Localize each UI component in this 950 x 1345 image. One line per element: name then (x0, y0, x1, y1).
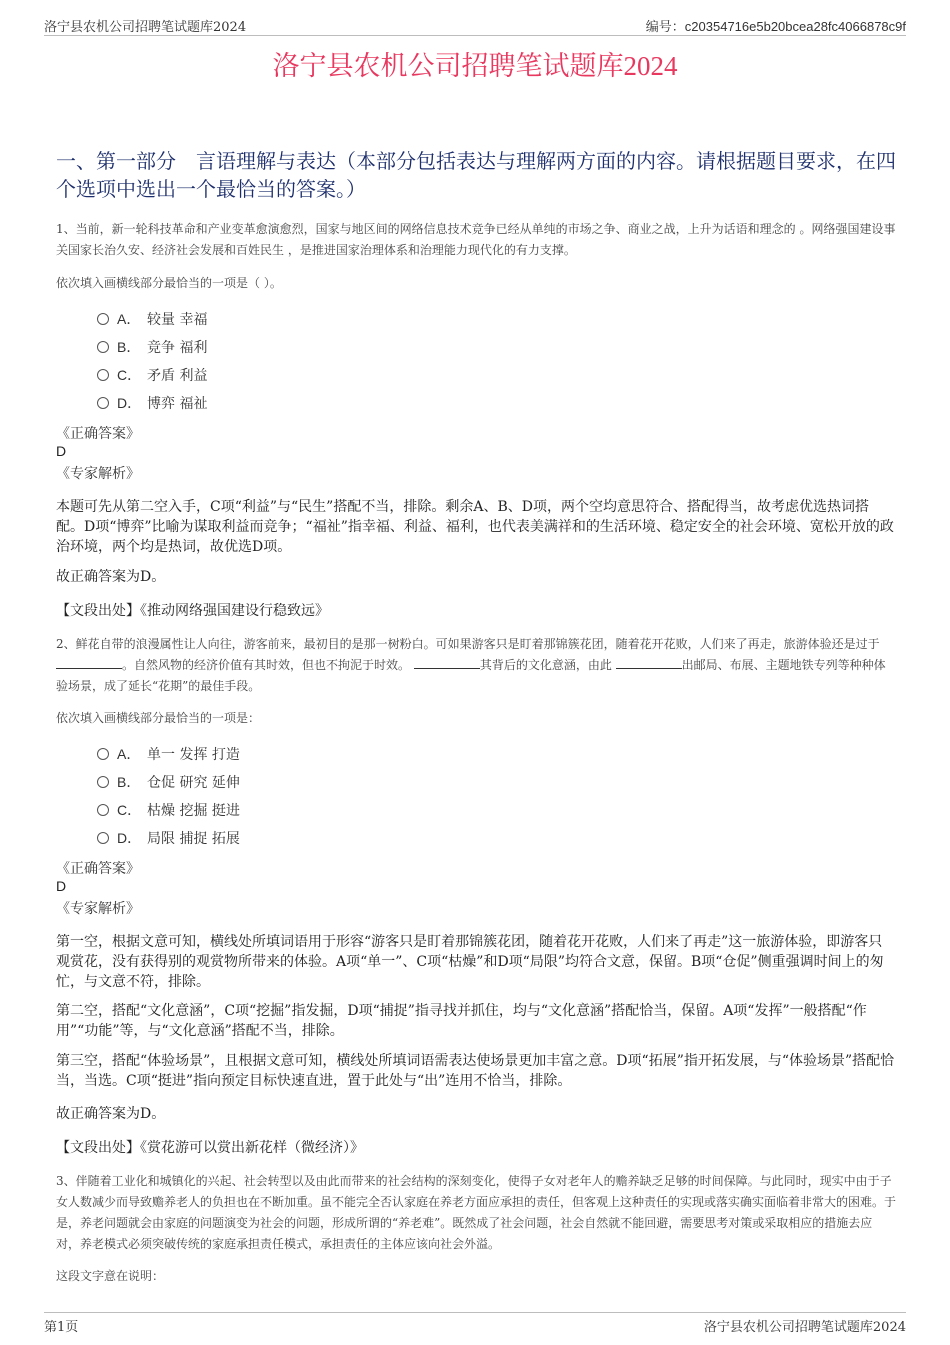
q2-option-a[interactable]: A． 单一 发挥 打造 (97, 744, 240, 764)
blank-line (616, 657, 682, 669)
q2-answer: D (56, 878, 67, 894)
q1-analysis-label: 《专家解析》 (56, 466, 140, 482)
radio-icon[interactable] (97, 776, 109, 788)
page-footer (44, 1312, 906, 1334)
question-1-prompt: 依次填入画横线部分最恰当的一项是（ ）。 (56, 276, 282, 290)
question-3-text: 3、伴随着工业化和城镇化的兴起、社会转型以及由此而带来的社会结构的深刻变化，使得子女对老年人的赡养缺乏足够的时间保障。与此同时，现实中由于子女人数减少而导致赡养老人的负担也在不断加重。虽不能完全否认家庭在养老方面应承担的责任，但客观上这种责任的实现或落实确实面临着非常大的困难。于是，养老问题就会由家庭的问题演变为社会的问题，形成所谓的“养老难”。既然成了社会问题，社会自然就不能回避，需要思考对策或采取相应的措施去应对，养老模式必须突破传统的家庭承担责任模式，承担责任的主体应该向社会外溢。 (56, 1174, 897, 1251)
q1-option-d[interactable]: D． 博弈 福祉 (97, 393, 207, 413)
radio-icon[interactable] (97, 748, 109, 760)
q2-analysis-1: 第一空，根据文意可知，横线处所填词语用于形容“游客只是盯着那锦簇花团，随着花开花败，人们来了再走”这一旅游体验，即游客只观赏花，没有获得别的观赏物所带来的体验。A项“单一”、C项“枯燥”和D项“局限”均符合文意，保留。B项“仓促”侧重强调时间上的匆忙，与文意不符，排除。 (56, 934, 884, 990)
q2-analysis-2: 第二空，搭配“文化意涵”，C项“挖掘”指发掘，D项“捕捉”指寻找并抓住，均与“文化意涵”搭配恰当，保留。A项“发挥”一般搭配“作用”“功能”等，与“文化意涵”搭配不当，排除。 (56, 1003, 867, 1039)
q1-option-b[interactable]: B． 竞争 福利 (97, 337, 207, 357)
q1-answer-label: 《正确答案》 (56, 426, 140, 442)
q1-answer: D (56, 443, 67, 459)
q2-option-b[interactable]: B． 仓促 研究 延伸 (97, 772, 240, 792)
blank-line (414, 657, 480, 669)
header-code (646, 16, 906, 35)
radio-icon[interactable] (97, 369, 109, 381)
blank-line (56, 657, 122, 669)
question-2-text: 2、鲜花自带的浪漫属性让人向往，游客前来，最初目的是那一树粉白。可如果游客只是盯着那锦簇花团，随着花开花败，人们来了再走，旅游体验还是过于 。自然风物的经济价值有其时效，但也不拘泥于时效。 其背后的文化意涵，由此 出邮局、布展、主题地铁专列等种种体验场景，成了延长“花期”的最佳手段。 (56, 637, 886, 693)
radio-icon[interactable] (97, 832, 109, 844)
q2-analysis-label: 《专家解析》 (56, 901, 140, 917)
question-3-prompt: 这段文字意在说明： (56, 1269, 165, 1283)
q1-option-c[interactable]: C． 矛盾 利益 (97, 365, 207, 385)
question-1-text: 1、当前，新一轮科技革命和产业变革愈演愈烈，国家与地区间的网络信息技术竞争已经从单纯的市场之争、商业之战，上升为话语和理念的 。网络强国建设事关国家长治久安、经济社会发展和百姓民生 ，是推进国家治理体系和治理能力现代化的有力支撑。 (56, 222, 896, 257)
q2-answer-label: 《正确答案》 (56, 861, 140, 877)
q2-source: 【文段出处】《赏花游可以赏出新花样（微经济）》 (56, 1140, 364, 1156)
header-code-value: c20354716e5b20bcea28fc4066878c9f (684, 19, 906, 34)
page-header (44, 14, 906, 36)
section-heading: 一、第一部分 言语理解与表达（本部分包括表达与理解两方面的内容。请根据题目要求，在四个选项中选出一个最恰当的答案。） (56, 149, 896, 201)
radio-icon[interactable] (97, 397, 109, 409)
footer-title: 洛宁县农机公司招聘笔试题库2024 (703, 1320, 906, 1335)
q2-analysis-3: 第三空，搭配“体验场景”，且根据文意可知，横线处所填词语需表达使场景更加丰富之意。D项“拓展”指开拓发展，与“体验场景”搭配恰当，当选。C项“挺进”指向预定目标快速直进，置于此处与“出”连用不恰当，排除。 (56, 1053, 895, 1089)
page-title: 洛宁县农机公司招聘笔试题库2024 (272, 51, 678, 81)
q1-analysis-1: 本题可先从第二空入手，C项“利益”与“民生”搭配不当，排除。剩余A、B、D项，两个空均意思符合、搭配得当，故考虑优选热词搭配。D项“博弈”比喻为谋取利益而竞争；“福祉”指幸福、利益、福利，也代表美满祥和的生活环境、稳定安全的社会环境、宽松开放的政治环境，两个均是热词，故优选D项。 (56, 499, 894, 555)
radio-icon[interactable] (97, 313, 109, 325)
q1-analysis-2: 故正确答案为D。 (56, 569, 166, 585)
radio-icon[interactable] (97, 804, 109, 816)
q2-option-d[interactable]: D． 局限 捕捉 拓展 (97, 828, 240, 848)
radio-icon[interactable] (97, 341, 109, 353)
question-2-prompt: 依次填入画横线部分最恰当的一项是： (56, 711, 261, 725)
q2-analysis-4: 故正确答案为D。 (56, 1106, 166, 1122)
q2-option-c[interactable]: C． 枯燥 挖掘 挺进 (97, 800, 240, 820)
q1-option-a[interactable]: A． 较量 幸福 (97, 309, 207, 329)
header-code-label: 编号： (645, 20, 685, 35)
footer-page-number: 第1页 (44, 1320, 79, 1335)
header-title: 洛宁县农机公司招聘笔试题库2024 (44, 20, 247, 35)
q1-source: 【文段出处】《推动网络强国建设行稳致远》 (56, 603, 329, 619)
